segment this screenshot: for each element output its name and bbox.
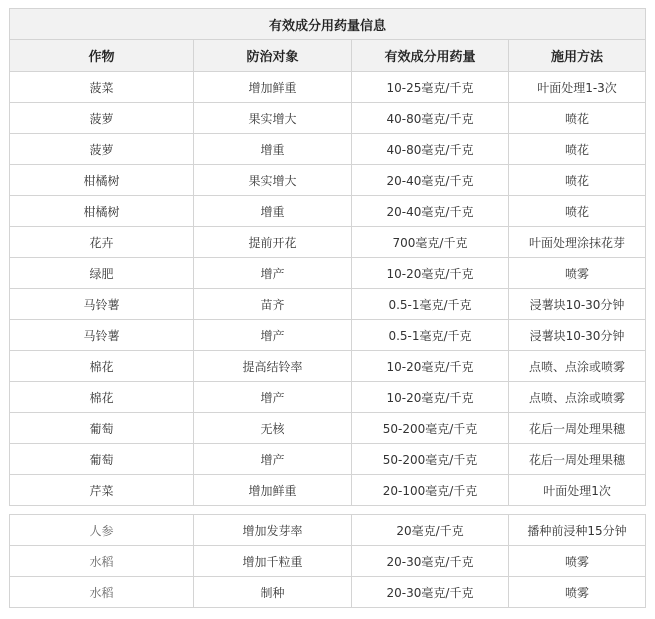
cell-crop: 马铃薯 [10,289,194,320]
cell-target: 增产 [194,382,352,413]
table-row [10,227,646,258]
table-row [10,320,646,351]
cell-method: 喷花 [509,134,646,165]
cell-crop: 水稻 [10,546,194,577]
table-row [10,103,646,134]
cell-dosage: 50-200毫克/千克 [352,444,509,475]
table-row [10,413,646,444]
header-method: 施用方法 [509,40,646,72]
cell-dosage: 10-20毫克/千克 [352,351,509,382]
cell-method: 点喷、点涂或喷雾 [509,351,646,382]
cell-target: 增产 [194,320,352,351]
table-title: 有效成分用药量信息 [10,9,646,40]
table-row [10,258,646,289]
cell-method: 浸薯块10-30分钟 [509,320,646,351]
cell-crop: 葡萄 [10,444,194,475]
cell-dosage: 0.5-1毫克/千克 [352,320,509,351]
cell-crop: 菠菜 [10,72,194,103]
table-body [10,72,646,506]
cell-method: 播种前浸种15分钟 [509,515,646,546]
cell-target: 增重 [194,134,352,165]
cell-dosage: 10-20毫克/千克 [352,258,509,289]
cell-method: 点喷、点涂或喷雾 [509,382,646,413]
cell-method: 花后一周处理果穗 [509,444,646,475]
table-row [10,444,646,475]
table-row [10,577,646,608]
table-row [10,289,646,320]
table-row [10,515,646,546]
table-row [10,351,646,382]
cell-target: 果实增大 [194,103,352,134]
table-row [10,382,646,413]
cell-target: 提高结铃率 [194,351,352,382]
cell-method: 花后一周处理果穗 [509,413,646,444]
cell-crop: 棉花 [10,351,194,382]
cell-target: 增产 [194,258,352,289]
cell-dosage: 40-80毫克/千克 [352,103,509,134]
cell-crop: 人参 [10,515,194,546]
cell-target: 增加千粒重 [194,546,352,577]
cell-target: 无核 [194,413,352,444]
dosage-table [9,8,646,506]
table-row [10,72,646,103]
cell-method: 喷雾 [509,546,646,577]
cell-dosage: 20-100毫克/千克 [352,475,509,506]
cell-crop: 棉花 [10,382,194,413]
cell-crop: 芹菜 [10,475,194,506]
cell-crop: 绿肥 [10,258,194,289]
table-row [10,475,646,506]
cell-crop: 柑橘树 [10,196,194,227]
cell-dosage: 10-25毫克/千克 [352,72,509,103]
cell-target: 增加鲜重 [194,475,352,506]
cell-dosage: 0.5-1毫克/千克 [352,289,509,320]
table-row [10,134,646,165]
cell-method: 叶面处理1-3次 [509,72,646,103]
cell-dosage: 50-200毫克/千克 [352,413,509,444]
header-dosage: 有效成分用药量 [352,40,509,72]
cell-target: 增产 [194,444,352,475]
table-caption-row [10,9,646,40]
table-row [10,196,646,227]
cell-method: 喷雾 [509,577,646,608]
cell-method: 喷雾 [509,258,646,289]
table-row [10,165,646,196]
cell-method: 浸薯块10-30分钟 [509,289,646,320]
cell-crop: 马铃薯 [10,320,194,351]
cell-dosage: 20毫克/千克 [352,515,509,546]
cell-method: 喷花 [509,196,646,227]
cell-dosage: 20-40毫克/千克 [352,165,509,196]
cell-target: 果实增大 [194,165,352,196]
cell-crop: 水稻 [10,577,194,608]
cell-target: 苗齐 [194,289,352,320]
cell-crop: 菠萝 [10,103,194,134]
cell-dosage: 20-40毫克/千克 [352,196,509,227]
table-row [10,546,646,577]
cell-method: 叶面处理涂抹花芽 [509,227,646,258]
cell-dosage: 20-30毫克/千克 [352,546,509,577]
table-body-continued [10,515,646,608]
table-header-row [10,40,646,72]
header-crop: 作物 [10,40,194,72]
cell-target: 增加鲜重 [194,72,352,103]
cell-method: 叶面处理1次 [509,475,646,506]
cell-dosage: 700毫克/千克 [352,227,509,258]
cell-dosage: 10-20毫克/千克 [352,382,509,413]
cell-method: 喷花 [509,165,646,196]
cell-crop: 葡萄 [10,413,194,444]
cell-method: 喷花 [509,103,646,134]
cell-dosage: 20-30毫克/千克 [352,577,509,608]
cell-target: 提前开花 [194,227,352,258]
dosage-table-continued [9,514,646,608]
cell-target: 制种 [194,577,352,608]
cell-crop: 柑橘树 [10,165,194,196]
cell-dosage: 40-80毫克/千克 [352,134,509,165]
cell-target: 增重 [194,196,352,227]
cell-crop: 花卉 [10,227,194,258]
cell-crop: 菠萝 [10,134,194,165]
header-target: 防治对象 [194,40,352,72]
cell-target: 增加发芽率 [194,515,352,546]
